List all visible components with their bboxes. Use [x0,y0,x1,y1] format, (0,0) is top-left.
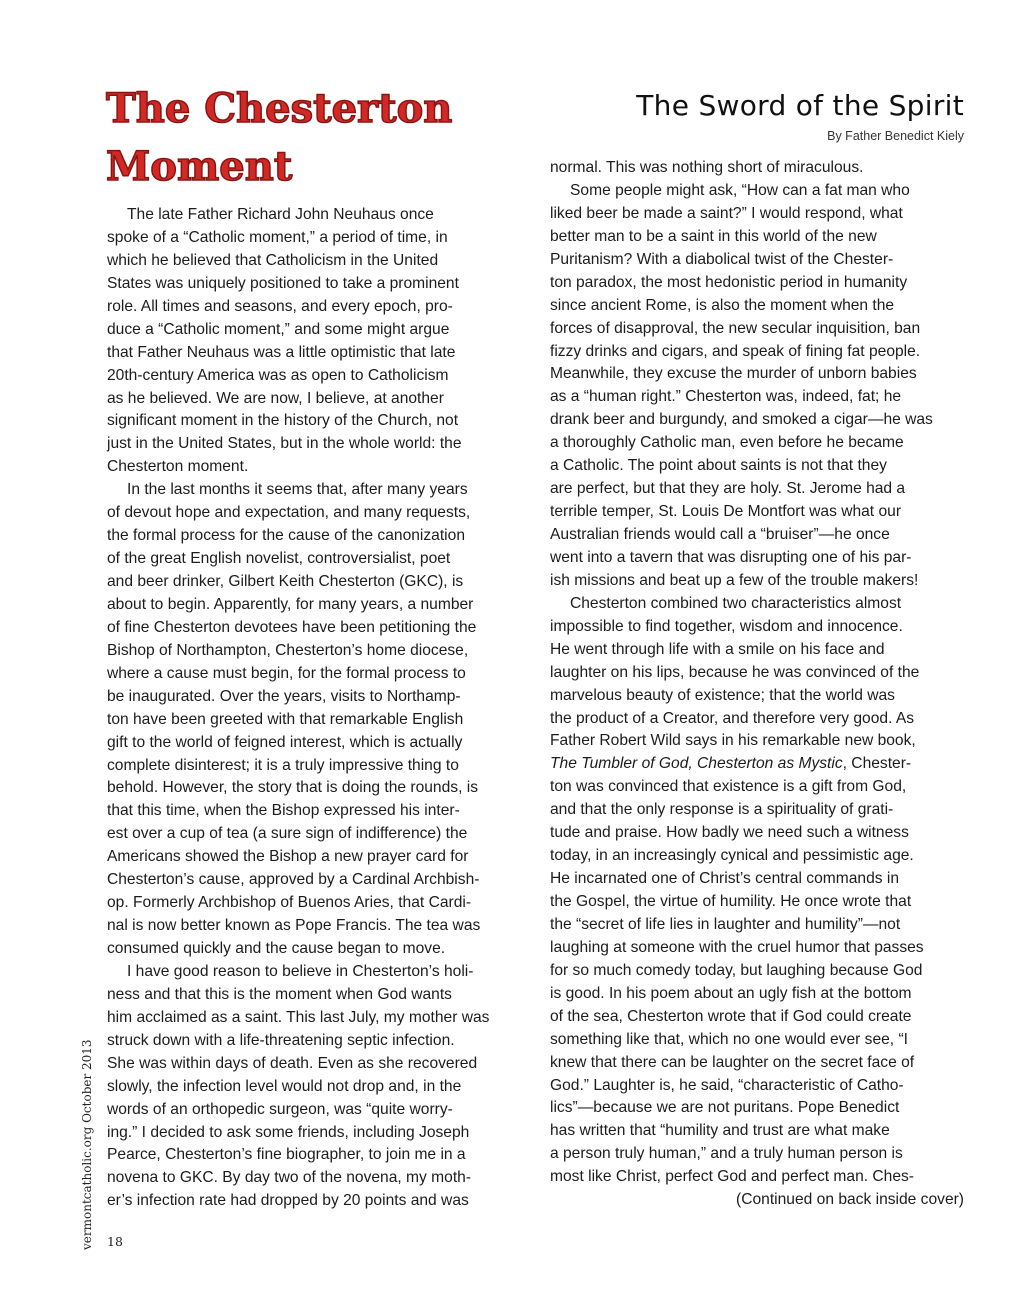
text-line: of devout hope and expectation, and many requests, [107,504,471,522]
text-line: Chesterton combined two characteristics almost [570,594,902,612]
headline-line-2: Moment [106,143,293,190]
text-line: Chesterton’s cause, approved by a Cardinal Archbish- [107,871,480,889]
text-line: words of an orthopedic surgeon, was “quite worry- [107,1100,453,1118]
text-line: forces of disapproval, the new secular inquisition, ban [550,319,921,337]
text-line: behold. However, the story that is doing the rounds, is [107,779,478,797]
text-line: as he believed. We are now, I believe, at another [107,389,444,407]
text-line: which he believed that Catholicism in the United [107,251,439,269]
text-line: tude and praise. How badly we need such a witness [550,824,909,842]
text-line: just in the United States, but in the whole world: the [107,435,462,453]
left-text-column [107,204,519,1213]
text-line: a Catholic. The point about saints is not that they [550,457,887,475]
text-line: better man to be a saint in this world of the new [550,227,877,245]
text-line: slowly, the infection level would not drop and, in the [107,1077,462,1095]
text-line: er’s infection rate had dropped by 20 points and was [107,1192,469,1210]
text-line: knew that there can be laughter on the secret face of [550,1053,915,1071]
text-line: for so much comedy today, but laughing because God [550,961,923,979]
text-line: ton was convinced that existence is a gift from God, [550,778,907,796]
text-line: ing.” I decided to ask some friends, including Joseph [107,1123,470,1141]
text-line: and that the only response is a spirituality of grati- [550,801,894,819]
text-line: States was uniquely positioned to take a prominent [107,274,459,292]
text-line: In the last months it seems that, after many years [127,481,468,499]
text-line: gift to the world of feigned interest, which is actually [107,733,463,751]
text-line: the “secret of life lies in laughter and humility”—not [550,915,901,933]
text-line: Bishop of Northampton, Chesterton’s home diocese, [107,641,469,659]
text-line: drank beer and burgundy, and smoked a cigar—he was [550,411,933,429]
text-line: ton have been greeted with that remarkable English [107,710,464,728]
text-line: Australian friends would call a “bruiser”—he once [550,526,890,543]
text-line: as a “human right.” Chesterton was, indeed, fat; he [550,388,902,406]
text-line: consumed quickly and the cause began to move. [107,940,446,957]
text-line: duce a “Catholic moment,” and some might argue [107,320,450,338]
text-line: fizzy drinks and cigars, and speak of fining fat people. [550,342,921,360]
text-line: He went through life with a smile on his face and [550,640,885,658]
text-line: laughing at someone with the cruel humor that passes [550,938,924,956]
text-line: a person truly human,” and a truly human person is [550,1145,903,1163]
text-line: is good. In his poem about an ugly fish at the bottom [550,984,912,1002]
text-line: laughter on his lips, because he was convinced of the [550,663,920,681]
text-line: struck down with a life-threatening septic infection. [107,1031,455,1049]
text-line: that this time, when the Bishop expressed his inter- [107,802,460,820]
text-line: (Continued on back inside cover) [736,1191,964,1209]
byline: By Father Benedict Kiely [827,129,964,143]
text-line: marvelous beauty of existence; that the world was [550,686,895,704]
text-line: nal is now better known as Pope Francis. The tea was [107,917,481,935]
text-line: 20th-century America was as open to Catholicism [107,366,449,384]
text-line: of fine Chesterton devotees have been petitioning the [107,618,477,636]
text-line-rest: , Chester- [842,755,912,773]
text-line: Father Robert Wild says in his remarkable new book, [550,732,916,750]
text-line: the Gospel, the virtue of humility. He once wrote that [550,893,912,910]
text-line: est over a cup of tea (a sure sign of indifference) the [107,825,468,843]
text-line: that Father Neuhaus was a little optimistic that late [107,343,456,361]
text-line: today, in an increasingly cynical and pessimistic age. [550,847,914,865]
text-line: ton paradox, the most hedonistic period in humanity [550,273,908,291]
text-line: normal. This was nothing short of miraculous. [550,159,864,176]
text-line: of the sea, Chesterton wrote that if God could create [550,1007,912,1025]
text-line: the formal process for the cause of the canonization [107,527,465,545]
text-line: Meanwhile, they excuse the murder of unborn babies [550,365,917,383]
text-line: op. Formerly Archbishop of Buenos Aries, that Cardi- [107,894,472,912]
text-line: went into a tavern that was disrupting one of his par- [550,548,912,566]
text-line: since ancient Rome, is also the moment when the [550,296,895,314]
text-line: lics”—because we are not puritans. Pope Benedict [550,1099,900,1117]
text-line: most like Christ, perfect God and perfect man. Ches- [550,1168,915,1186]
text-line: She was within days of death. Even as she recovered [107,1054,478,1072]
text-line: Some people might ask, “How can a fat man who [570,181,910,199]
right-text-column [550,157,964,1212]
section-title: The Sword of the Spirit [636,89,964,122]
text-line: ness and that this is the moment when God wants [107,985,452,1003]
text-line: Chesterton moment. [107,458,249,476]
text-line: complete disinterest; it is a truly impressive thing to [107,756,459,774]
book-title: The Tumbler of God, Chesterton as Mystic [550,755,843,773]
text-line: Pearce, Chesterton’s fine biographer, to join me in a [107,1146,466,1164]
text-line: I have good reason to believe in Chesterton’s holi- [127,962,474,980]
headline-line-1: The Chesterton [106,85,453,132]
text-line: terrible temper, St. Louis De Montfort was what our [550,503,902,521]
text-line: are perfect, but that they are holy. St. Jerome had a [550,480,906,498]
text-line: novena to GKC. By day two of the novena, my moth- [107,1169,472,1187]
text-line: spoke of a “Catholic moment,” a period of time, in [107,228,448,246]
text-line: about to begin. Apparently, for many years, a number [107,595,474,613]
text-line [550,753,964,776]
text-line: liked beer be made a saint?” I would respond, what [550,204,903,222]
text-line: The late Father Richard John Neuhaus once [127,206,434,223]
text-line: him acclaimed as a saint. This last July, my mother was [107,1008,490,1026]
text-line: a thoroughly Catholic man, even before he became [550,434,904,452]
text-line: the product of a Creator, and therefore very good. As [550,709,915,727]
text-line: He incarnated one of Christ’s central commands in [550,870,900,888]
text-line: has written that “humility and trust are what make [550,1122,890,1140]
text-line: something like that, which no one would ever see, “I [550,1030,908,1048]
text-line: of the great English novelist, controversialist, poet [107,550,451,568]
page-number: 18 [107,1234,123,1249]
text-line: ish missions and beat up a few of the trouble makers! [550,571,919,589]
text-line: impossible to find together, wisdom and innocence. [550,617,903,635]
text-line: be inaugurated. Over the years, visits to Northamp- [107,687,461,705]
text-line: God.” Laughter is, he said, “characteristic of Catho- [550,1076,904,1094]
website-issue-label: vermontcatholic.org October 2013 [80,1039,94,1250]
text-line: role. All times and seasons, and every epoch, pro- [107,297,453,315]
text-line: and beer drinker, Gilbert Keith Chesterton (GKC), is [107,573,464,590]
text-line: where a cause must begin, for the formal process to [107,664,466,682]
text-line: Puritanism? With a diabolical twist of the Chester- [550,250,894,268]
text-line: Americans showed the Bishop a new prayer card for [107,848,469,866]
text-line: significant moment in the history of the Church, not [107,412,459,430]
article-headline [106,80,452,196]
